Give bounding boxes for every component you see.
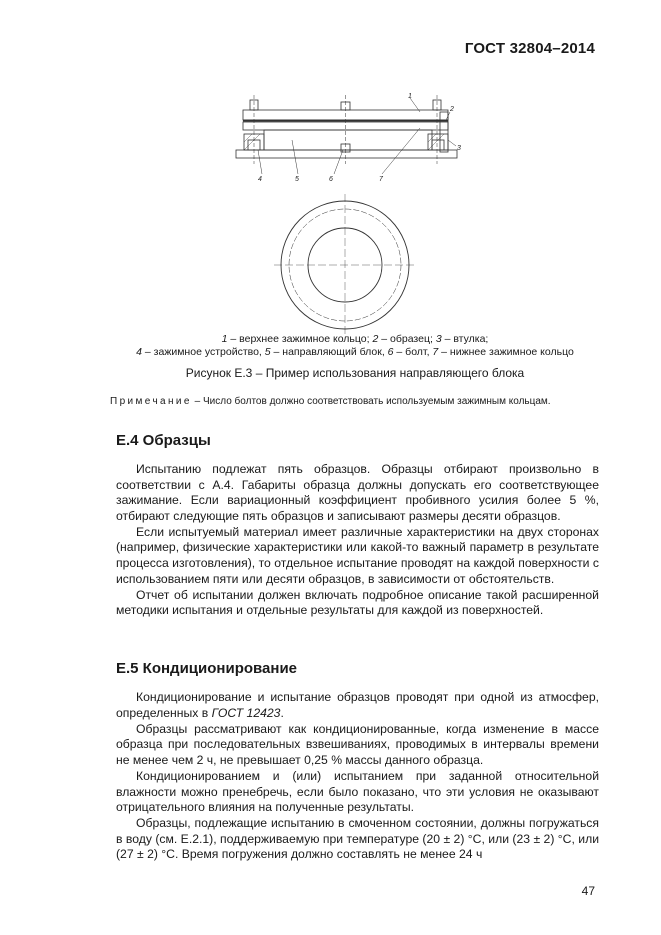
label-4: 4	[258, 176, 262, 183]
section-e5-body	[116, 690, 599, 863]
paragraph: Кондиционированием и (или) испытанием при заданной относительной влажности можно пренебречь, если было показано, что эти условия не оказывают отрицательного влияния на полученные результаты.	[116, 768, 599, 815]
note-text: – Число болтов должно соответствовать используемым зажимным кольцам.	[191, 396, 551, 407]
paragraph: Испытанию подлежат пять образцов. Образцы отбирают произвольно в соответствии с А.4. Габариты образца должны допускать его соответствующее зажимание. Если вариационный коэффициент пробивного усилия более 5 %, отбирают следующие пять образцов и записывают размеры десяти образцов.	[116, 462, 599, 523]
label-2: 2	[450, 106, 454, 113]
figure-drawing	[0, 0, 661, 335]
standard-number: ГОСТ 32804–2014	[464, 40, 595, 57]
figure-title: Рисунок Е.3 – Пример использования направляющего блока	[185, 366, 525, 380]
paragraph: Кондиционирование и испытание образцов проводят при одной из атмосфер, определенных в ГОСТ 12423.	[116, 690, 599, 720]
heading-e5: Е.5 Кондиционирование	[116, 660, 298, 677]
section-e4-body	[116, 462, 599, 619]
figure-legend-line-1: 1 – верхнее зажимное кольцо; 2 – образец; 3 – втулка;	[221, 333, 489, 345]
paragraph: Образцы, подлежащие испытанию в смоченном состоянии, должны погружаться в воду (см. Е.2.1), поддерживаемую при температуре (20 ± 2) °С, или (23 ± 2) °С, или (27 ± 2) °С. Время погружения должно составлять не менее 24 ч	[116, 816, 599, 862]
right-clamp	[428, 134, 448, 150]
label-3: 3	[457, 145, 461, 152]
guide-block	[264, 130, 432, 150]
figure-note	[110, 396, 600, 408]
paragraph: Отчет об испытании должен включать подробное описание такой расширенной методики испытания и отдельные результаты для каждой из поверхностей.	[116, 587, 599, 618]
label-1: 1	[408, 93, 412, 100]
gost-reference: ГОСТ 12423	[211, 705, 281, 720]
note-label: Примечание	[110, 396, 192, 407]
paragraph: Образцы рассматривают как кондиционированные, когда изменение в массе образца при последовательных взвешиваниях, проводимых в интервалы времени не менее чем 2 ч, не превышает 0,25 % массы данного образца.	[116, 721, 599, 767]
base-plate	[236, 150, 457, 158]
heading-e4: Е.4 Образцы	[116, 432, 211, 449]
figure-legend-line-2: 4 – зажимное устройство, 5 – направляющий блок, 6 – болт, 7 – нижнее зажимное кольцо	[136, 346, 574, 358]
label-5: 5	[295, 176, 299, 183]
label-6: 6	[329, 176, 333, 183]
left-clamp	[244, 134, 264, 150]
label-7: 7	[379, 176, 383, 183]
paragraph: Если испытуемый материал имеет различные характеристики на двух сторонах (например, физические характеристики или какой-то важный параметр в результате процесса изготовления), то отдельное испытание проводят на каждой поверхности с использованием пяти или десяти образцов, в зависимости от обстоятельств.	[116, 524, 599, 586]
page-number: 47	[581, 884, 595, 898]
